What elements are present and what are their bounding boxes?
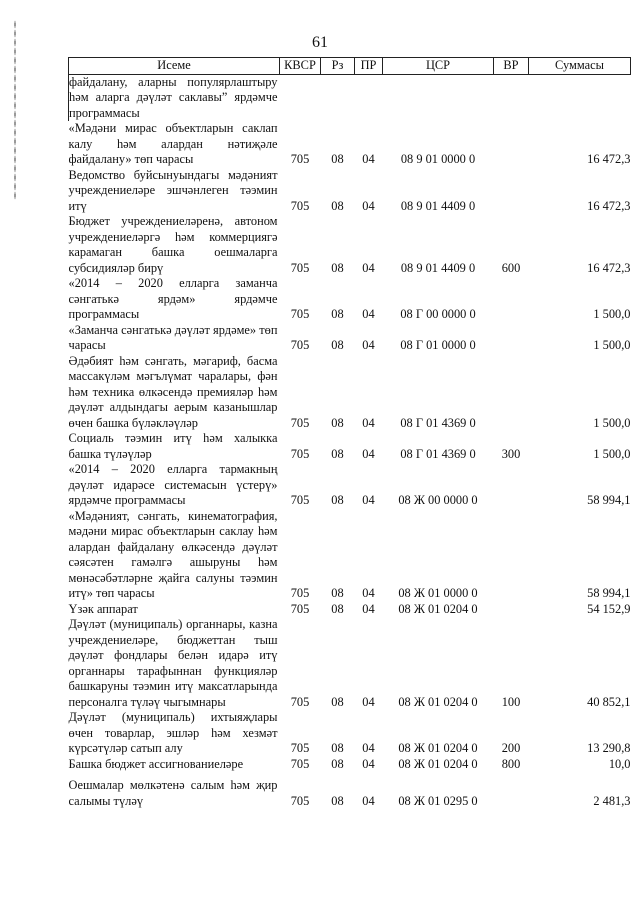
cell-kvsr: 705: [290, 307, 310, 321]
cell-vr: 600: [501, 260, 521, 275]
cell-vr: [494, 602, 529, 618]
cell-pr: 04: [362, 338, 375, 352]
cell-vr: [494, 462, 529, 509]
cell-rz: 08: [331, 493, 344, 507]
cell-pr: 04: [362, 756, 375, 771]
table-header-row: [69, 58, 631, 75]
cell-sum: 40 852,1: [587, 694, 631, 709]
table-row: [69, 757, 631, 773]
table-row: [69, 602, 631, 618]
cell-csr: 08 Г 01 0000 0: [400, 338, 476, 352]
cell-kvsr: 705: [290, 338, 310, 352]
cell-vr: [494, 772, 529, 809]
cell-name: «2014 – 2020 елларга заманча сәнгатькә ярдәм» ярдәмче программасы: [68, 276, 278, 321]
cell-rz: 08: [331, 793, 344, 808]
cell-csr: 08 Г 01 4369 0: [400, 415, 476, 430]
cell-pr: 04: [362, 152, 375, 166]
cell-pr: 04: [362, 741, 375, 755]
cell-sum: 16 472,3: [587, 198, 631, 213]
cell-rz: 08: [331, 601, 344, 616]
cell-pr: 04: [362, 307, 375, 321]
cell-name: Ведомство буйсынуындагы мәдәният учреждениеләре эшчәнлеген тәэмин итү: [68, 167, 278, 213]
cell-name: Үзәк аппарат: [68, 601, 138, 616]
cell-kvsr: 705: [290, 198, 310, 213]
cell-csr: 08 Г 00 0000 0: [400, 307, 476, 321]
header-sum: Суммасы: [529, 58, 631, 75]
header-vr: ВР: [494, 58, 529, 75]
cell-rz: 08: [331, 756, 344, 771]
header-name: Исеме: [69, 58, 280, 75]
table-row: [69, 214, 631, 276]
table-body: [69, 74, 631, 809]
cell-csr: 08 Ж 01 0000 0: [398, 586, 478, 600]
table-row: [69, 121, 631, 168]
cell-sum: 13 290,8: [587, 741, 631, 755]
table-row: [69, 74, 631, 121]
cell-vr: [494, 509, 529, 602]
cell-name: Бюджет учреждениеләренә, автоном учреждениеләргә һәм коммерциягә карамаган башка оешмаларга субсидияләр бирү: [68, 214, 278, 275]
cell-vr: [494, 323, 529, 354]
cell-pr: 04: [362, 260, 375, 275]
cell-name: Социаль тәэмин итү һәм халыкка башка түләүләр: [68, 431, 278, 461]
table-row: [69, 276, 631, 323]
cell-sum: 1 500,0: [593, 338, 631, 352]
cell-pr: 04: [362, 198, 375, 213]
cell-vr: 300: [501, 446, 521, 461]
cell-sum: 16 472,3: [587, 260, 631, 275]
cell-csr: 08 9 01 4409 0: [400, 260, 476, 275]
cell-pr: 04: [362, 586, 375, 600]
cell-rz: 08: [331, 586, 344, 600]
cell-kvsr: 705: [290, 152, 310, 166]
table-row: [69, 617, 631, 710]
cell-name: файдалану, аларны популярлаштыру һәм аларга дәүләт саклавы” ярдәмче программасы: [69, 74, 278, 120]
cell-sum: 58 994,1: [587, 586, 631, 600]
cell-rz: 08: [331, 338, 344, 352]
cell-csr: 08 Ж 00 0000 0: [398, 493, 478, 507]
cell-pr: [355, 74, 383, 121]
cell-csr: 08 Ж 01 0204 0: [398, 741, 478, 755]
cell-sum: 1 500,0: [593, 446, 631, 461]
table-row: [69, 710, 631, 757]
cell-name: Оешмалар мөлкәтенә салым һәм җир салымы түләү: [68, 778, 278, 808]
cell-name: «Мәдәни мирас объектларын саклап калу һәм алардан нәтиҗәле файдалану» төп чарасы: [68, 121, 278, 166]
cell-csr: 08 Ж 01 0204 0: [398, 756, 478, 771]
cell-name: «Мәдәният, сәнгать, кинематография, мәдәни мирас объектларын саклау һәм алардан файдалану өлкәсендә дәүләт сәясәтен гамәлгә ашыруны һәм мөнәсәбәтләрне җайга салуны тәэмин итү» төп чарасы: [68, 508, 278, 600]
header-kvsr: КВСР: [280, 58, 321, 75]
cell-sum: [529, 74, 631, 121]
cell-vr: [494, 168, 529, 215]
cell-sum: 10,0: [608, 756, 631, 771]
cell-sum: 58 994,1: [587, 493, 631, 507]
cell-kvsr: 705: [290, 586, 310, 600]
cell-vr: 800: [501, 756, 521, 771]
cell-vr: [494, 121, 529, 168]
cell-rz: [321, 74, 355, 121]
cell-vr: 100: [501, 694, 521, 709]
cell-kvsr: 705: [290, 756, 310, 771]
cell-csr: [383, 74, 494, 121]
cell-pr: 04: [362, 694, 375, 709]
cell-kvsr: 705: [290, 415, 310, 430]
header-pr: ПР: [355, 58, 383, 75]
cell-pr: 04: [362, 446, 375, 461]
page-number: 61: [312, 34, 328, 51]
table-row: [69, 354, 631, 432]
table-row: [69, 323, 631, 354]
cell-rz: 08: [331, 260, 344, 275]
table-row: [69, 462, 631, 509]
cell-csr: 08 Ж 01 0295 0: [398, 793, 478, 808]
cell-sum: 2 481,3: [593, 793, 631, 808]
cell-rz: 08: [331, 198, 344, 213]
cell-name: Әдәбият һәм сәнгать, мәгариф, басма массакүләм мәгълүмат чаралары, фән һәм техника өлкәсендә премияләр һәм дәүләт алдындагы аерым казанышлар өчен башка бүләкләүләр: [68, 353, 278, 430]
cell-name: Дәүләт (муниципаль) ихтыяҗлары өчен товарлар, эшләр һәм хезмәт күрсәтүләр сатып алу: [68, 710, 278, 755]
cell-csr: 08 Ж 01 0204 0: [398, 601, 478, 616]
header-csr: ЦСР: [383, 58, 494, 75]
header-rz: Рз: [321, 58, 355, 75]
cell-pr: 04: [362, 793, 375, 808]
cell-kvsr: 705: [290, 260, 310, 275]
cell-sum: 54 152,9: [587, 601, 631, 616]
cell-kvsr: 705: [290, 793, 310, 808]
table-row: [69, 772, 631, 809]
cell-csr: 08 9 01 4409 0: [400, 198, 476, 213]
cell-vr: [494, 354, 529, 432]
cell-rz: 08: [331, 152, 344, 166]
table-row: [69, 431, 631, 462]
cell-pr: 04: [362, 493, 375, 507]
cell-kvsr: 705: [290, 601, 310, 616]
cell-csr: 08 Ж 01 0204 0: [398, 694, 478, 709]
cell-name: Башка бюджет ассигнованиеләре: [68, 756, 244, 771]
cell-pr: 04: [362, 415, 375, 430]
table-row: [69, 509, 631, 602]
cell-kvsr: 705: [290, 741, 310, 755]
cell-name: «2014 – 2020 елларга тармакның дәүләт идарәсе системасын үстерү» ярдәмче программасы: [68, 462, 278, 507]
cell-vr: [494, 276, 529, 323]
cell-sum: 1 500,0: [593, 307, 631, 321]
table-row: [69, 168, 631, 215]
cell-rz: 08: [331, 415, 344, 430]
cell-name: «Заманча сәнгатькә дәүләт ярдәме» төп чарасы: [68, 322, 278, 352]
cell-vr: [494, 74, 529, 121]
cell-kvsr: [280, 74, 321, 121]
budget-table: [68, 57, 631, 809]
cell-csr: 08 9 01 0000 0: [400, 152, 476, 166]
cell-rz: 08: [331, 307, 344, 321]
cell-rz: 08: [331, 446, 344, 461]
cell-vr: 200: [501, 741, 521, 755]
cell-sum: 1 500,0: [593, 415, 631, 430]
cell-rz: 08: [331, 741, 344, 755]
cell-csr: 08 Г 01 4369 0: [400, 446, 476, 461]
cell-kvsr: 705: [290, 446, 310, 461]
cell-kvsr: 705: [290, 694, 310, 709]
cell-pr: 04: [362, 601, 375, 616]
cell-sum: 16 472,3: [587, 152, 631, 166]
cell-kvsr: 705: [290, 493, 310, 507]
cell-rz: 08: [331, 694, 344, 709]
cell-name: Дәүләт (муниципаль) органнары, казна учреждениеләре, бюджеттан тыш дәүләт фондлары белән идарә итү органнары тарафыннан функцияләр башкаруны тәэмин итү максатларында персоналга түләү чыгымнары: [68, 617, 278, 709]
